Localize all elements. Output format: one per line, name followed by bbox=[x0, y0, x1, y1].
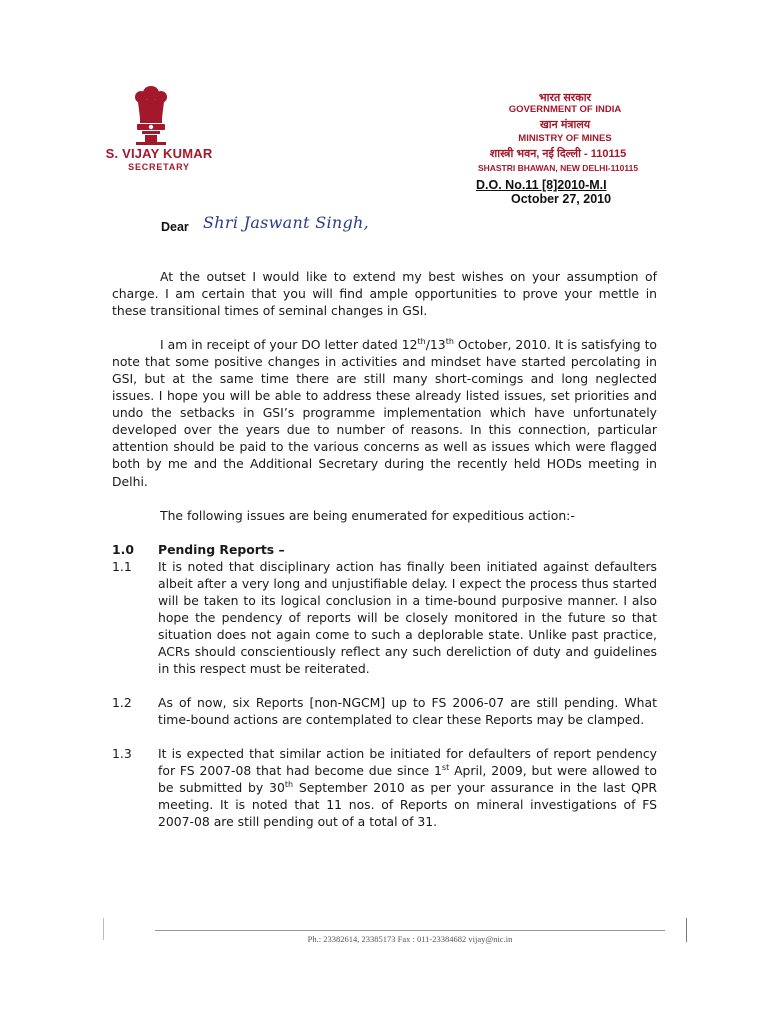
page-edge-mark bbox=[103, 918, 104, 940]
section-heading bbox=[112, 541, 657, 558]
item-number: 1.1 bbox=[112, 558, 132, 574]
item-number: 1.2 bbox=[112, 694, 132, 710]
letter-date: October 27, 2010 bbox=[511, 192, 612, 206]
item-text-part: It is expected that similar action be initiated for defaulters of report pendency for FS 2007-08 that had become due since 1 bbox=[158, 746, 657, 779]
do-number: D.O. No.11 [8]2010-M.I bbox=[476, 178, 607, 192]
list-item bbox=[112, 558, 657, 677]
ordinal-suffix: th bbox=[284, 780, 294, 790]
ordinal-suffix: st bbox=[441, 763, 450, 773]
page-edge-mark bbox=[686, 918, 687, 942]
paragraph-issues-intro: The following issues are being enumerated for expeditious action:- bbox=[160, 507, 575, 523]
sender-name: S. VIJAY KUMAR bbox=[105, 146, 213, 161]
section-title: Pending Reports – bbox=[158, 541, 285, 557]
list-item bbox=[112, 694, 657, 728]
ministry-name: MINISTRY OF MINES bbox=[518, 133, 612, 144]
paragraph-receipt bbox=[112, 336, 657, 489]
paragraph-intro: At the outset I would like to extend my best wishes on your assumption of charge. I am certain that you will find ample opportunities to prove your mettle in these transitional times of seminal changes in GSI. bbox=[112, 269, 657, 319]
paragraph-receipt-text: /13 bbox=[425, 337, 446, 353]
letter-body bbox=[112, 268, 657, 830]
national-emblem-icon bbox=[128, 84, 174, 146]
section-number: 1.0 bbox=[112, 541, 134, 557]
item-text-part: September 2010 as per your assurance in the last QPR meeting. It is noted that 11 nos. of Reports on mineral investigations of FS 2007-08 are still pending out of a total of 31. bbox=[158, 780, 657, 830]
government-name: GOVERNMENT OF INDIA bbox=[508, 104, 622, 115]
item-text-part: April, 2009, but were allowed to be submitted by 30 bbox=[158, 763, 657, 796]
footer-contact: Ph.: 23382614, 23385173 Fax : 011-23384682 vijay@nic.in bbox=[307, 934, 513, 944]
footer-divider bbox=[155, 930, 665, 931]
ordinal-suffix: th bbox=[417, 337, 426, 347]
list-item bbox=[112, 745, 657, 830]
hindi-government: भारत सरकार bbox=[538, 92, 592, 104]
hindi-address: शास्त्री भवन, नई दिल्ली - 110115 bbox=[489, 148, 627, 160]
item-text: As of now, six Reports [non-NGCM] up to FS 2006-07 are still pending. What time-bound actions are contemplated to clear these Reports may be clamped. bbox=[158, 694, 657, 728]
office-address: SHASTRI BHAWAN, NEW DELHI-110115 bbox=[477, 163, 639, 173]
item-number: 1.3 bbox=[112, 746, 132, 762]
hindi-ministry: खान मंत्रालय bbox=[539, 119, 591, 131]
item-text bbox=[158, 745, 657, 830]
paragraph-receipt-text: I am in receipt of your DO letter dated 12 bbox=[160, 337, 418, 353]
salutation: Dear bbox=[161, 220, 189, 234]
ordinal-suffix: th bbox=[445, 337, 454, 347]
sender-title: SECRETARY bbox=[128, 162, 190, 172]
paragraph-receipt-text: October, 2010. It is satisfying to note that some positive changes in activities and mindset have started percolating in GSI, but at the same time there are still many short-comings and long neglected issues. I hope you will be able to address these already listed issues, set priorities and undo the setbacks in GSI’s programme implementation which have unfortunately developed over the years due to number of reasons. In this connection, particular attention should be paid to the various concerns as well as issues which were flagged both by me and the Additional Secretary during the recently held HODs meeting in Delhi. bbox=[112, 337, 658, 489]
item-text: It is noted that disciplinary action has finally been initiated against defaulters albeit after a very long and unjustifiable delay. I expect the process thus started will be taken to its logical conclusion in a time-bound purposive manner. I also hope the pendency of reports will be closely monitored in the future so that situation does not again come to such a deplorable state. Unlike past practice, ACRs should conscientiously reflect any such dereliction of duty and guidelines in this respect must be reiterated. bbox=[158, 558, 657, 676]
handwritten-addressee: Shri Jaswant Singh, bbox=[203, 213, 370, 232]
